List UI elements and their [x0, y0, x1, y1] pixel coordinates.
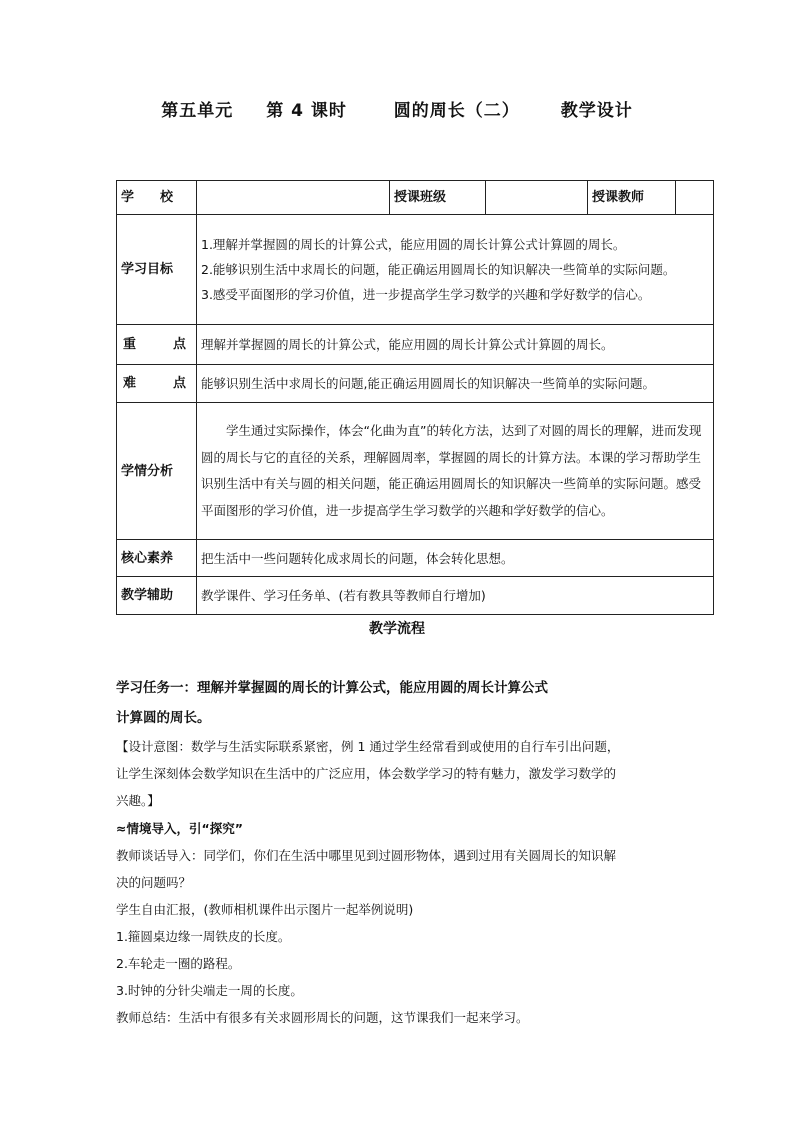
core-label: 核心素养 — [117, 540, 197, 577]
task1-heading: 学习任务一：理解并掌握圆的周长的计算公式，能应用圆的周长计算公式 — [116, 680, 548, 696]
flow-title: 教学流程 — [369, 621, 425, 637]
lesson-body — [116, 0, 716, 1123]
school-label: 学 校 — [117, 181, 197, 215]
difficulty-label: 难 点 — [117, 365, 197, 403]
goal-item: 1.理解并掌握圆的周长的计算公式，能应用圆的周长计算公式计算圆的周长。 — [201, 237, 626, 252]
list-item: 3.时钟的分针尖端走一周的长度。 — [116, 983, 303, 998]
design-intent-end: 兴趣。】 — [116, 793, 160, 808]
goal-item: 3.感受平面图形的学习价值，进一步提高学生学习数学的兴趣和学好数学的信心。 — [201, 287, 651, 302]
design-intent: 【设计意图：数学与生活实际联系紧密，例 1 通过学生经常看到或使用的自行车引出问题， — [116, 739, 620, 754]
class-label: 授课班级 — [390, 181, 486, 215]
list-item: 1.箍圆桌边缘一周铁皮的长度。 — [116, 929, 291, 944]
difficulty-text: 能够识别生活中求周长的问题,能正确运用圆周长的知识解决一些简单的实际问题。 — [197, 365, 714, 403]
title-unit: 第五单元 — [161, 101, 234, 121]
design-intent-cont: 让学生深刻体会数学知识在生活中的广泛应用，体会数学学习的特有魅力，激发学习数学的 — [116, 766, 617, 781]
teacher-question: 教师谈话导入：同学们，你们在生活中哪里见到过圆形物体，遇到过用有关圆周长的知识解 — [116, 848, 617, 863]
core-text: 把生活中一些问题转化成求周长的问题，体会转化思想。 — [197, 540, 714, 577]
key-point-text: 理解并掌握圆的周长的计算公式，能应用圆的周长计算公式计算圆的周长。 — [197, 325, 714, 365]
intro-heading: ≈情境导入，引“探究” — [116, 821, 243, 836]
aid-label: 教学辅助 — [117, 577, 197, 615]
aid-text: 教学课件、学习任务单、(若有教具等教师自行增加) — [197, 577, 714, 615]
list-item: 2.车轮走一圈的路程。 — [116, 956, 241, 971]
student-report: 学生自由汇报，(教师相机课件出示图片一起举例说明) — [116, 902, 414, 917]
analysis-text: 学生通过实际操作，体会“化曲为直”的转化方法，达到了对圆的周长的理解，进而发现圆的周长与它的直径的关系，理解圆周率，掌握圆的周长的计算方法。本课的学习帮助学生识别生活中有关与圆的相关问题，能正确运用圆周长的知识解决一些简单的实际问题。感受平面图形的学习价值，进一步提高学生学习数学的兴趣和学好数学的信心。 — [197, 403, 714, 540]
title-doc-type: 教学设计 — [560, 101, 633, 121]
teacher-label: 授课教师 — [588, 181, 676, 215]
goal-item: 2.能够识别生活中求周长的问题，能正确运用圆周长的知识解决一些简单的实际问题。 — [201, 262, 676, 277]
teacher-summary: 教师总结：生活中有很多有关求圆形周长的问题，这节课我们一起来学习。 — [116, 1010, 529, 1025]
title-topic: 圆的周长（二） — [393, 101, 520, 121]
key-point-label: 重 点 — [117, 325, 197, 365]
analysis-label: 学情分析 — [117, 403, 197, 540]
teacher-question-cont: 决的问题吗？ — [116, 875, 192, 890]
title-lesson: 第 4 课时 — [266, 101, 347, 121]
goals-label: 学习目标 — [117, 215, 197, 325]
task1-heading-cont: 计算圆的周长。 — [116, 710, 211, 726]
